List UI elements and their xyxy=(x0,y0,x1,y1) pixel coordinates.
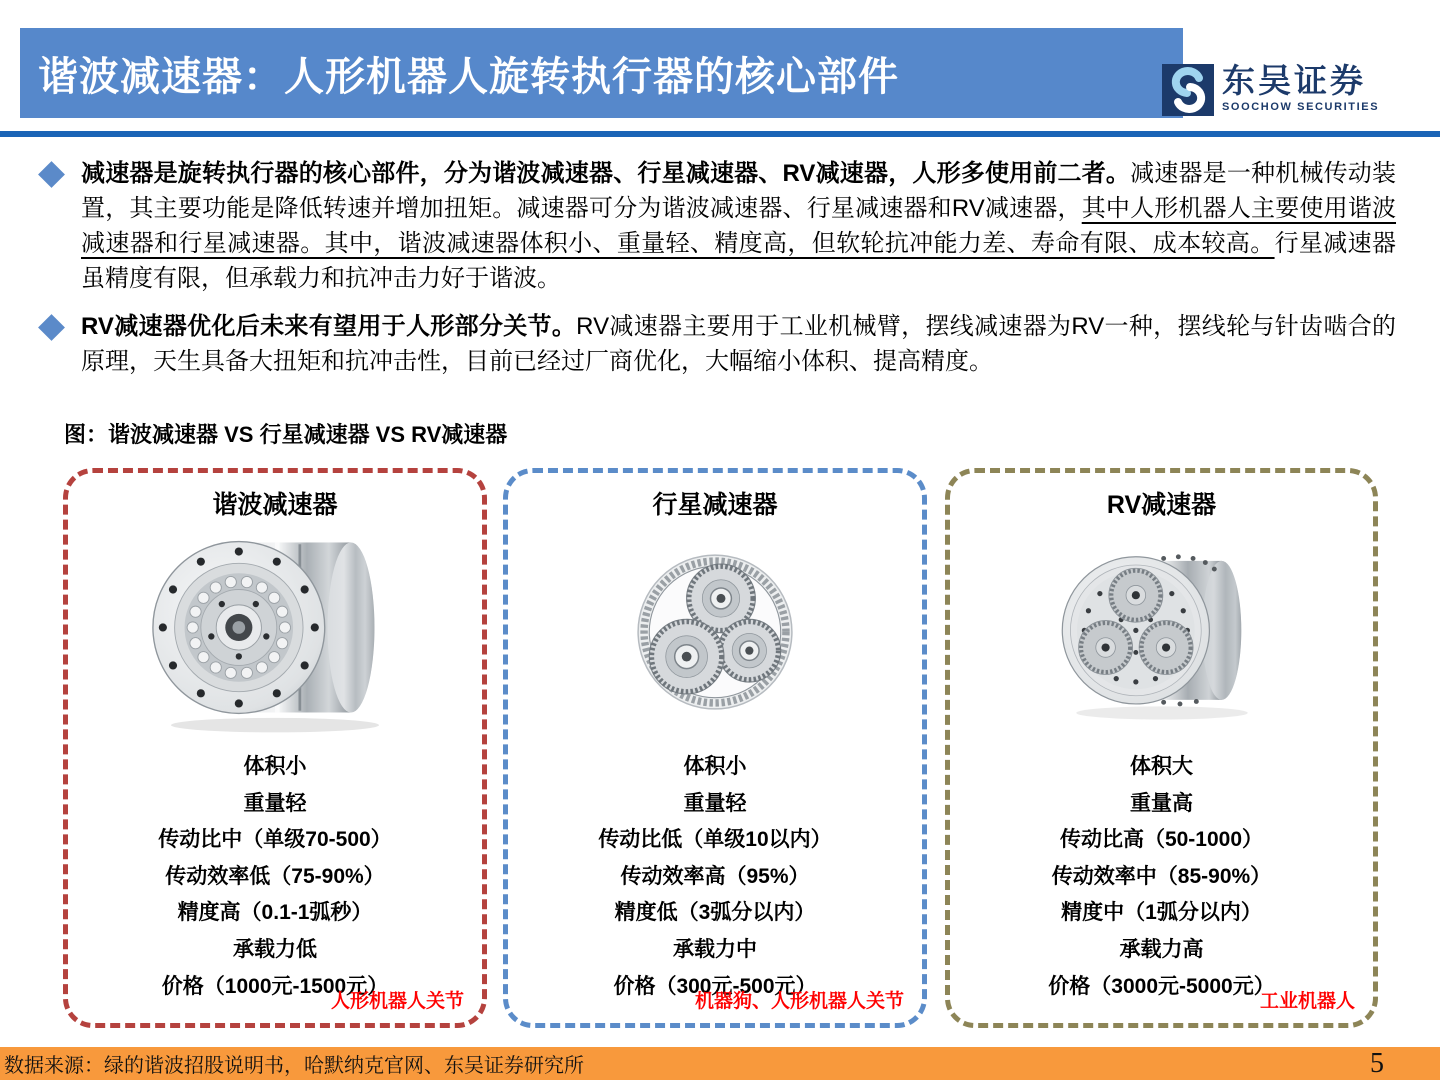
bullet1-tail: 行星减速器虽精度有限，但承载力和抗冲击力好于谐波。 xyxy=(81,230,1396,292)
spec-line: 体积大 xyxy=(1130,755,1193,778)
page-number: 5 xyxy=(1370,1048,1384,1079)
harmonic-reducer-box xyxy=(63,468,487,1028)
spec-line: 承载力低 xyxy=(233,937,317,961)
logo-cn-label: 东吴证券 xyxy=(1222,62,1366,99)
data-source-text: 数据来源：绿的谐波招股说明书，哈默纳克官网、东吴证券研究所 xyxy=(4,1055,584,1077)
soochow-logo-text xyxy=(1222,64,1379,113)
bullet-item-1 xyxy=(40,156,1396,296)
rv-box-title: RV减速器 xyxy=(1106,491,1217,519)
diamond-bullet-icon xyxy=(38,314,65,341)
soochow-logo xyxy=(1162,64,1379,116)
bullet-item-2 xyxy=(40,309,1396,379)
spec-line: 承载力高 xyxy=(1119,937,1204,961)
bullet-text-1 xyxy=(81,156,1396,296)
spec-line: 传动效率高（95%） xyxy=(620,864,810,888)
rv-specs xyxy=(950,749,1373,1005)
spec-line: 价格（300元-500元） xyxy=(613,974,817,998)
spec-line: 传动比高（50-1000） xyxy=(1059,828,1264,852)
planetary-specs xyxy=(508,749,922,1005)
title-bar xyxy=(20,28,1183,118)
bullet1-body: 减速器是一种机械传动装置，其主要功能是降低转速并增加扭矩。减速器可分为谐波减速器、行星减速器和RV减速器， xyxy=(81,160,1396,222)
spec-line: 传动效率低（75-90%） xyxy=(165,864,385,888)
spec-line: 重量高 xyxy=(1130,791,1193,815)
spec-line: 价格（1000元-1500元） xyxy=(161,974,389,998)
bullet2-lead: RV减速器优化后未来有望用于人形部分关节。 xyxy=(81,313,577,340)
footer-bar xyxy=(0,1047,1440,1080)
spec-line: 精度低（3弧分以内） xyxy=(614,901,816,925)
harmonic-usage-tag: 人形机器人关节 xyxy=(330,991,464,1012)
bullet1-lead: 减速器是旋转执行器的核心部件，分为谐波减速器、行星减速器、RV减速器，人形多使用前二者。 xyxy=(81,160,1131,187)
spec-line: 体积小 xyxy=(683,755,747,778)
spec-line: 承载力中 xyxy=(673,937,757,961)
diamond-bullet-icon xyxy=(38,161,65,188)
planetary-box-title: 行星减速器 xyxy=(652,491,778,519)
harmonic-reducer-photo xyxy=(68,521,482,743)
logo-en-label: SOOCHOW SECURITIES xyxy=(1222,101,1380,113)
spec-line: 价格（3000元-5000元） xyxy=(1048,974,1275,998)
bullet-text-2 xyxy=(81,309,1396,379)
rv-reducer-photo xyxy=(950,521,1373,743)
spec-line: 传动比低（单级10以内） xyxy=(598,828,832,852)
harmonic-box-title: 谐波减速器 xyxy=(212,491,338,519)
spec-line: 重量轻 xyxy=(243,791,307,815)
spec-line: 传动比中（单级70-500） xyxy=(158,828,392,852)
spec-line: 精度高（0.1-1弧秒） xyxy=(177,901,373,925)
rv-reducer-box xyxy=(945,468,1378,1028)
spec-line: 精度中（1弧分以内） xyxy=(1061,901,1262,925)
soochow-logo-icon xyxy=(1162,64,1214,116)
page-title: 谐波减速器：人形机器人旋转执行器的核心部件 xyxy=(38,54,899,99)
bullet2-body: RV减速器主要用于工业机械臂，摆线减速器为RV一种，摆线轮与针齿啮合的原理，天生具备大扭矩和抗冲击性，目前已经过厂商优化，大幅缩小体积、提高精度。 xyxy=(81,313,1397,375)
planetary-reducer-box xyxy=(503,468,927,1028)
spec-line: 传动效率中（85-90%） xyxy=(1051,864,1272,888)
header-divider xyxy=(0,131,1440,137)
figure-caption: 图：谐波减速器 VS 行星减速器 VS RV减速器 xyxy=(64,422,508,447)
spec-line: 重量轻 xyxy=(683,791,747,815)
bullet1-underlined: 其中人形机器人主要使用谐波减速器和行星减速器。其中，谐波减速器体积小、重量轻、精度高，但软轮抗冲能力差、寿命有限、成本较高。 xyxy=(81,195,1397,257)
harmonic-specs xyxy=(68,749,482,1005)
planetary-reducer-photo xyxy=(508,521,922,743)
planetary-usage-tag: 机器狗、人形机器人关节 xyxy=(694,991,904,1012)
spec-line: 体积小 xyxy=(243,755,307,778)
rv-usage-tag: 工业机器人 xyxy=(1259,991,1355,1012)
bullet-list xyxy=(40,156,1396,392)
